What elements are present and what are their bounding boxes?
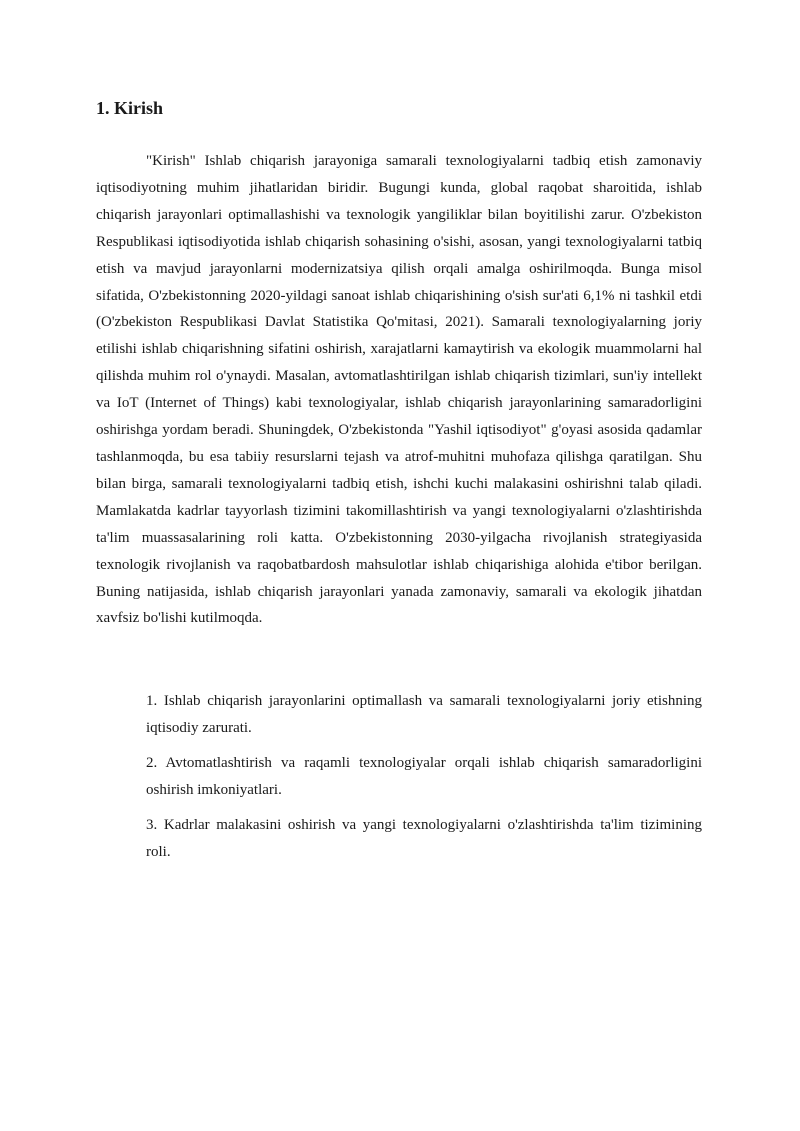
body-paragraph: "Kirish" Ishlab chiqarish jarayoniga samarali texnologiyalarni tadbiq etish zamonaviy iqtisodiyotning muhim jihatlaridan biridir. Bugungi kunda, global raqobat sharoitida, ishlab chiqarish jarayonlari optimallashishi va texnologik yangiliklar bilan boyitilishi zarur. O'zbekiston Respublikasi iqtisodiyotida ishlab chiqarish sohasining o'sishi, asosan, yangi texnologiyalarni tatbiq etish va mavjud jarayonlarni modernizatsiya qilish orqali amalga oshirilmoqda. Bunga misol sifatida, O'zbekistonning 2020-yildagi sanoat ishlab chiqarishining o'sish sur'ati 6,1% ni tashkil etdi (O'zbekiston Respublikasi Davlat Statistika Qo'mitasi, 2021). Samarali texnologiyalarning joriy etilishi ishlab chiqarishning sifatini oshirish, xarajatlarni kamaytirish va ekologik muammolarni hal qilishda muhim rol o'ynaydi. Masalan, avtomatlashtirilgan ishlab chiqarish tizimlari, sun'iy intellekt va IoT (Internet of Things) kabi texnologiyalar, ishlab chiqarish jarayonlarining samaradorligini oshirishga yordam beradi. Shuningdek, O'zbekistonda "Yashil iqtisodiyot" g'oyasi asosida qadamlar tashlanmoqda, bu esa tabiiy resurslarni tejash va atrof-muhitni muhofaza qilishga qaratilgan. Shu bilan birga, samarali texnologiyalarni tadbiq etish, ishchi kuchi malakasini oshirishni talab qiladi. Mamlakatda kadrlar tayyorlash tizimini takomillashtirish va yangi texnologiyalarni o'zlashtirishda ta'lim muassasalarining roli katta. O'zbekistonning 2030-yilgacha rivojlanish strategiyasida texnologik rivojlanish va raqobatbardosh mahsulotlar ishlab chiqarishiga alohida e'tibor berilgan. Buning natijasida, ishlab chiqarish jarayonlari yanada zamonaviy, samarali va ekologik jihatdan xavfsiz bo'lishi kutilmoqda. <box>96 153 702 627</box>
list-item: 3. Kadrlar malakasini oshirish va yangi texnologiyalarni o'zlashtirishda ta'lim tizimining roli. <box>146 817 702 860</box>
list-item: 1. Ishlab chiqarish jarayonlarini optimallash va samarali texnologiyalarni joriy etishning iqtisodiy zarurati. <box>146 693 702 736</box>
section-heading: 1. Kirish <box>96 98 164 118</box>
list-item: 2. Avtomatlashtirish va raqamli texnologiyalar orqali ishlab chiqarish samaradorligini oshirish imkoniyatlari. <box>146 755 702 798</box>
numbered-list <box>146 688 702 874</box>
